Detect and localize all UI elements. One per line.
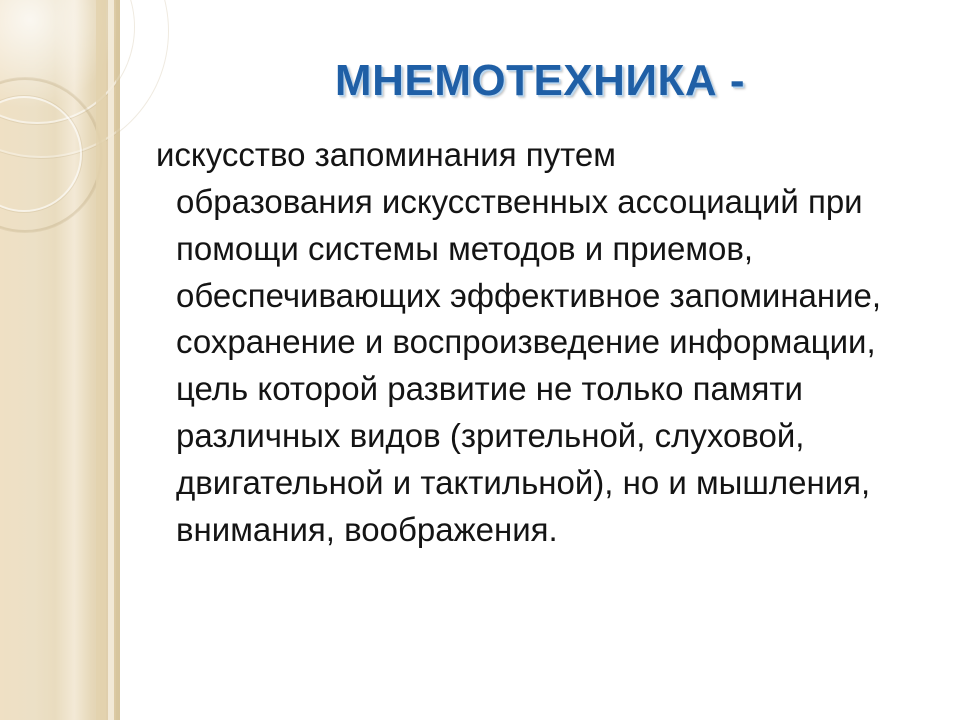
band-stripe bbox=[108, 0, 114, 720]
decorative-left-band bbox=[0, 0, 120, 720]
slide-content bbox=[120, 0, 960, 720]
slide-title: МНЕМОТЕХНИКА - bbox=[334, 56, 746, 105]
body-first-line: искусство запоминания путем bbox=[156, 136, 616, 173]
band-stripe bbox=[96, 0, 106, 720]
slide-body bbox=[120, 106, 960, 554]
body-rest: образования искусственных ассоциаций при помощи системы методов и приемов, обеспечивающих эффективное запоминание, сохранение и воспроизведение информации, цель которой развитие не только памяти различных видов (зрительной, слуховой, двигательной и тактильной), но и мышления, внимания, воображения. bbox=[176, 182, 882, 548]
